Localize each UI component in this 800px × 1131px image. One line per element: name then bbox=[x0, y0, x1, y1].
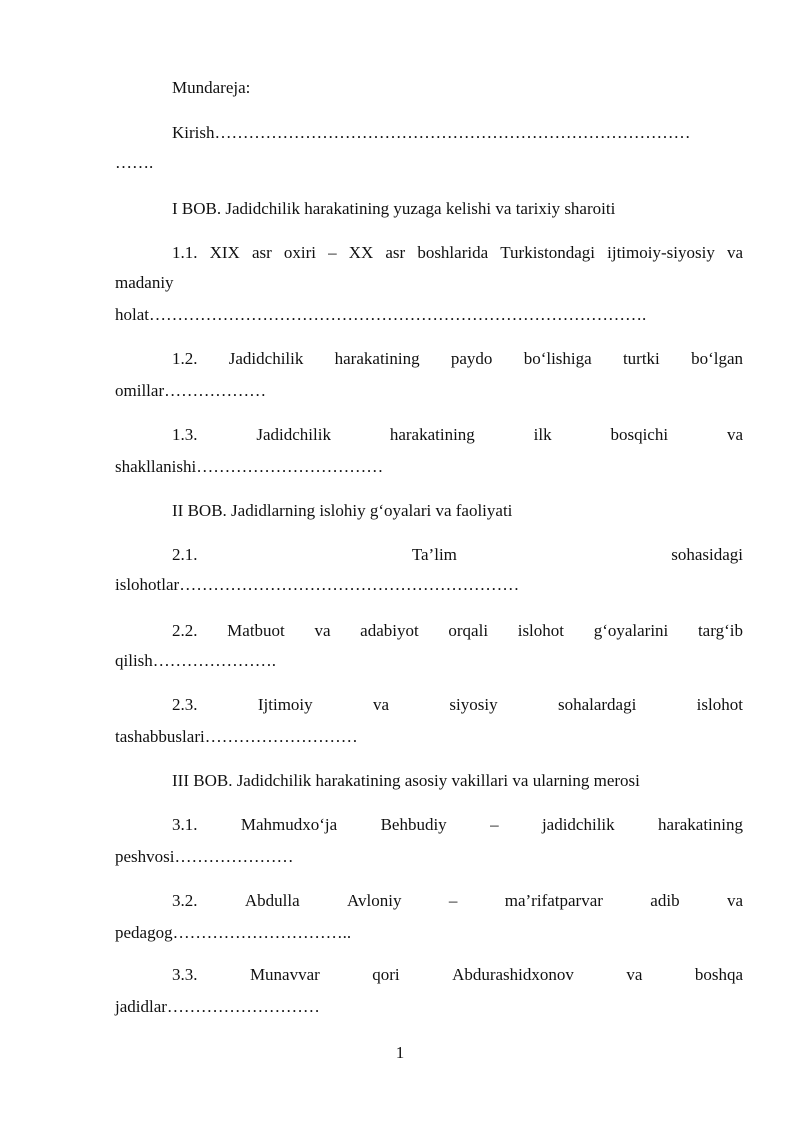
toc-entry-2-2-cont: qilish…………………. bbox=[115, 651, 277, 670]
word: jadidchilik bbox=[541, 815, 615, 834]
word: harakatining bbox=[389, 425, 475, 444]
toc-entry-2-1-cont: islohotlar…………………………………………………… bbox=[115, 575, 520, 594]
word: Jadidchilik bbox=[228, 349, 304, 368]
word: 3.3. bbox=[172, 965, 198, 984]
word: 3.2. bbox=[172, 891, 198, 910]
word: sohalardagi bbox=[557, 695, 637, 714]
word: bo‘lishiga bbox=[523, 349, 592, 368]
word: adib bbox=[650, 891, 680, 910]
word: oxiri bbox=[283, 243, 316, 262]
word: Jadidchilik bbox=[256, 425, 331, 444]
word: – bbox=[448, 891, 458, 910]
word: Ijtimoiy bbox=[257, 695, 313, 714]
word: va bbox=[314, 621, 331, 640]
toc-entry-3-2-cont: pedagog………………………….. bbox=[115, 923, 352, 942]
word: Abdurashidxonov bbox=[452, 965, 574, 984]
toc-entry-kirish[interactable]: Kirish………………………………………………………………………… bbox=[172, 123, 691, 142]
toc-entry-3-2[interactable] bbox=[115, 888, 743, 913]
word: va bbox=[626, 965, 643, 984]
toc-entry-1-1[interactable] bbox=[115, 240, 743, 265]
chapter-heading-2[interactable]: II BOB. Jadidlarning islohiy g‘oyalari va faoliyati bbox=[172, 501, 513, 520]
toc-entry-2-3-cont: tashabbuslari……………………… bbox=[115, 727, 358, 746]
toc-entry-1-3[interactable] bbox=[115, 422, 743, 447]
word: Avloniy bbox=[347, 891, 402, 910]
toc-entry-2-3[interactable] bbox=[115, 692, 743, 717]
word: bo‘lgan bbox=[691, 349, 743, 368]
toc-entry-1-2[interactable] bbox=[115, 346, 743, 371]
toc-entry-1-2-cont: omillar……………… bbox=[115, 381, 267, 400]
word: 2.3. bbox=[172, 695, 198, 714]
toc-entry-3-1[interactable] bbox=[115, 812, 743, 837]
toc-entry-3-3[interactable] bbox=[115, 962, 743, 987]
word: va bbox=[373, 695, 390, 714]
word: ijtimoiy-siyosiy bbox=[607, 243, 715, 262]
word: qori bbox=[372, 965, 400, 984]
page-number: 1 bbox=[395, 1043, 405, 1062]
toc-entry-2-2[interactable] bbox=[115, 618, 743, 643]
word: targ‘ib bbox=[697, 621, 743, 640]
word: Munavvar bbox=[249, 965, 320, 984]
word: Matbuot bbox=[227, 621, 285, 640]
word: 2.1. bbox=[172, 545, 198, 564]
word: Behbudiy bbox=[380, 815, 447, 834]
word: boshlarida bbox=[417, 243, 489, 262]
chapter-heading-1[interactable]: I BOB. Jadidchilik harakatining yuzaga kelishi va tarixiy sharoiti bbox=[172, 199, 616, 218]
word: islohot bbox=[696, 695, 743, 714]
word: islohot bbox=[517, 621, 565, 640]
word: paydo bbox=[450, 349, 493, 368]
word: va bbox=[726, 243, 743, 262]
word: ma’rifatparvar bbox=[504, 891, 603, 910]
word: 2.2. bbox=[172, 621, 198, 640]
word: Abdulla bbox=[244, 891, 300, 910]
toc-entry-3-3-cont: jadidlar……………………… bbox=[115, 997, 320, 1016]
word: 3.1. bbox=[172, 815, 198, 834]
word: va bbox=[726, 425, 743, 444]
word: adabiyot bbox=[360, 621, 419, 640]
word: harakatining bbox=[658, 815, 743, 834]
word: 1.1. bbox=[172, 243, 198, 262]
toc-entry-1-1-cont2: holat……………………………………………………………………………. bbox=[115, 305, 647, 324]
toc-entry-1-1-cont: madaniy bbox=[115, 273, 174, 292]
word: 1.2. bbox=[172, 349, 198, 368]
word: harakatining bbox=[334, 349, 420, 368]
word: XIX bbox=[209, 243, 240, 262]
toc-entry-1-3-cont: shakllanishi…………………………… bbox=[115, 457, 384, 476]
word: asr bbox=[251, 243, 272, 262]
toc-entry-kirish-cont: ……. bbox=[115, 153, 154, 172]
word: bosqichi bbox=[610, 425, 669, 444]
word: g‘oyalarini bbox=[593, 621, 669, 640]
word: boshqa bbox=[694, 965, 743, 984]
word: Mahmudxo‘ja bbox=[240, 815, 338, 834]
word: Ta’lim bbox=[411, 545, 457, 564]
word: siyosiy bbox=[449, 695, 498, 714]
word: – bbox=[490, 815, 499, 834]
word: sohasidagi bbox=[671, 545, 743, 564]
word: va bbox=[726, 891, 743, 910]
word: orqali bbox=[448, 621, 489, 640]
word: Turkistondagi bbox=[500, 243, 596, 262]
toc-entry-3-1-cont: peshvosi………………… bbox=[115, 847, 294, 866]
word: XX bbox=[348, 243, 374, 262]
word: – bbox=[328, 243, 337, 262]
word: 1.3. bbox=[172, 425, 198, 444]
word: turtki bbox=[622, 349, 660, 368]
word: ilk bbox=[533, 425, 552, 444]
word: asr bbox=[385, 243, 406, 262]
chapter-heading-3[interactable]: III BOB. Jadidchilik harakatining asosiy vakillari va ularning merosi bbox=[172, 771, 640, 790]
toc-title: Mundareja: bbox=[172, 78, 251, 97]
toc-entry-2-1[interactable] bbox=[115, 542, 743, 567]
